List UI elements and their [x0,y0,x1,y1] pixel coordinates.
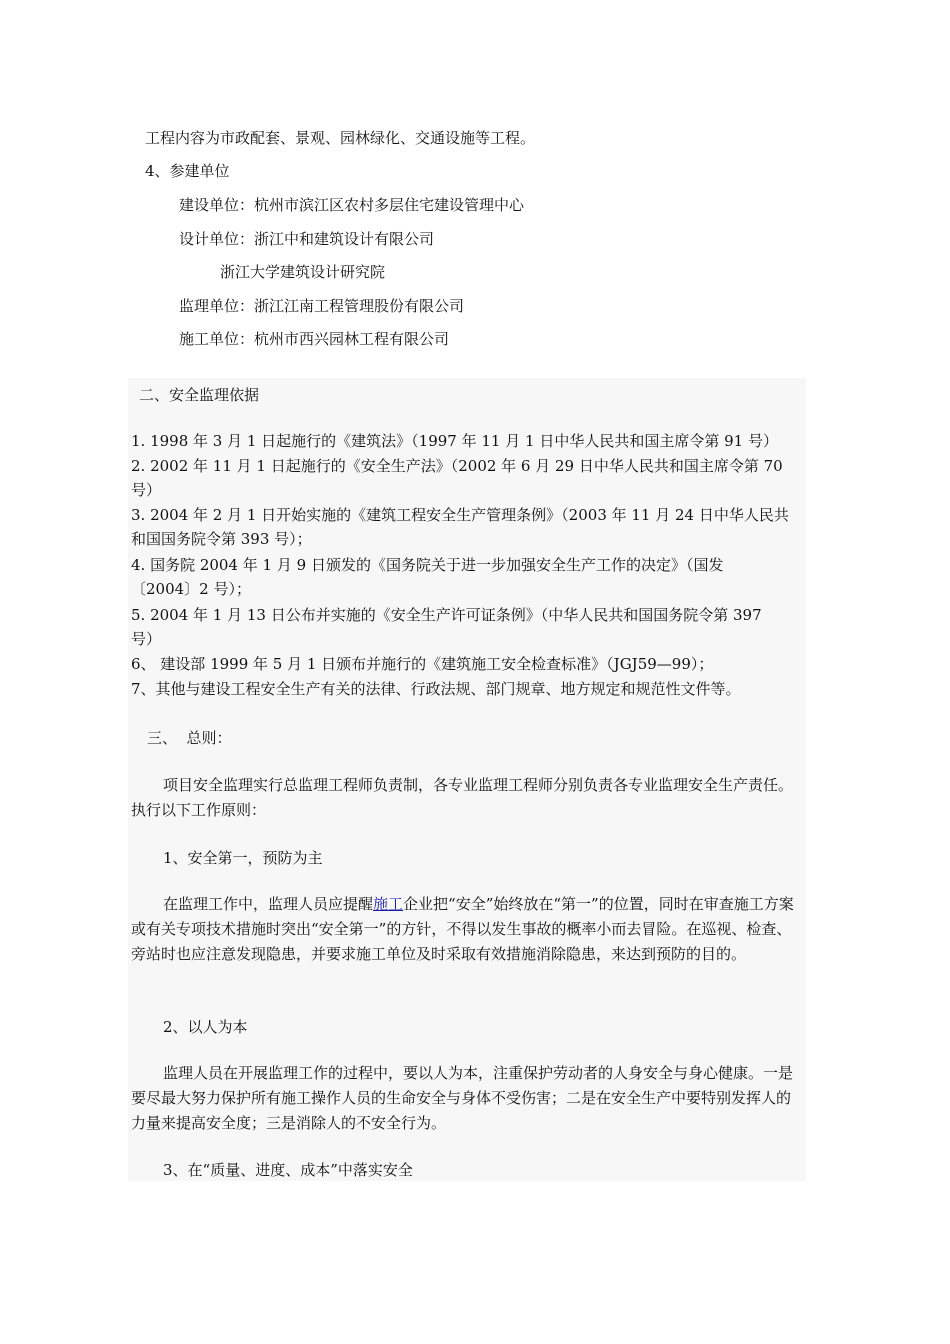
basis-item-1: 1. 1998 年 3 月 1 日起施行的《建筑法》（1997 年 11 月 1 日中华人民共和国主席令第 91 号） [131,432,778,450]
basis-item-5: 5. 2004 年 1 月 13 日公布并实施的《安全生产许可证条例》（中华人民共和国国务院令第 397 号） [131,606,762,648]
basis-item-4: 4. 国务院 2004 年 1 月 9 日颁发的《国务院关于进一步加强安全生产工作的决定》（国发〔2004〕2 号）； [131,556,724,598]
unit-supervisor: 监理单位：浙江江南工程管理股份有限公司 [179,297,465,315]
principle-1-text-a: 在监理工作中，监理人员应提醒 [163,895,374,913]
basis-item-6: 6、 建设部 1999 年 5 月 1 日颁布并施行的《建筑施工安全检查标准》（JGJ59—99）； [131,655,714,673]
scope-line: 工程内容为市政配套、景观、园林绿化、交通设施等工程。 [145,129,536,147]
basis-item-2: 2. 2002 年 11 月 1 日起施行的《安全生产法》（2002 年 6 月 29 日中华人民共和国主席令第 70 号） [131,457,783,499]
section4-title: 4、参建单位 [145,162,230,180]
basis-title: 二、安全监理依据 [139,386,260,404]
principle-1-body [131,892,803,967]
principle-1-text-b: 企业把“安全”始终放在“第一”的位置，同时在审查施工方案或有关专项技术措施时突出“安全第一”的方针，不得以发生事故的概率小而去冒险。在巡视、检查、旁站时也应注意发现隐患，并要求施工单位及时采取有效措施消除隐患，来达到预防的目的。 [131,895,794,963]
principle-1-title: 1、安全第一，预防为主 [163,849,323,867]
principle-3-title: 3、在“质量、进度、成本”中落实安全 [163,1161,413,1179]
construction-link[interactable]: 施工 [373,895,404,913]
basis-item-7: 7、其他与建设工程安全生产有关的法律、行政法规、部门规章、地方规定和规范性文件等。 [131,680,741,698]
unit-builder: 建设单位：杭州市滨江区农村多层住宅建设管理中心 [179,196,525,214]
general-title: 三、 总则： [147,729,232,747]
principle-2-body: 监理人员在开展监理工作的过程中，要以人为本，注重保护劳动者的人身安全与身心健康。一是要尽最大努力保护所有施工操作人员的生命安全与身体不受伤害；二是在安全生产中要特别发挥人的力量来提高安全度；三是消除人的不安全行为。 [131,1064,794,1132]
basis-item-3: 3. 2004 年 2 月 1 日开始实施的《建筑工程安全生产管理条例》（2003 年 11 月 24 日中华人民共和国国务院令第 393 号）； [131,506,789,548]
general-intro: 项目安全监理实行总监理工程师负责制，各专业监理工程师分别负责各专业监理安全生产责任。执行以下工作原则： [131,776,794,819]
unit-designer: 设计单位：浙江中和建筑设计有限公司 [179,230,435,248]
unit-designer-2: 浙江大学建筑设计研究院 [220,263,386,281]
unit-constructor: 施工单位：杭州市西兴园林工程有限公司 [179,330,450,348]
principle-2-title: 2、以人为本 [163,1018,248,1036]
